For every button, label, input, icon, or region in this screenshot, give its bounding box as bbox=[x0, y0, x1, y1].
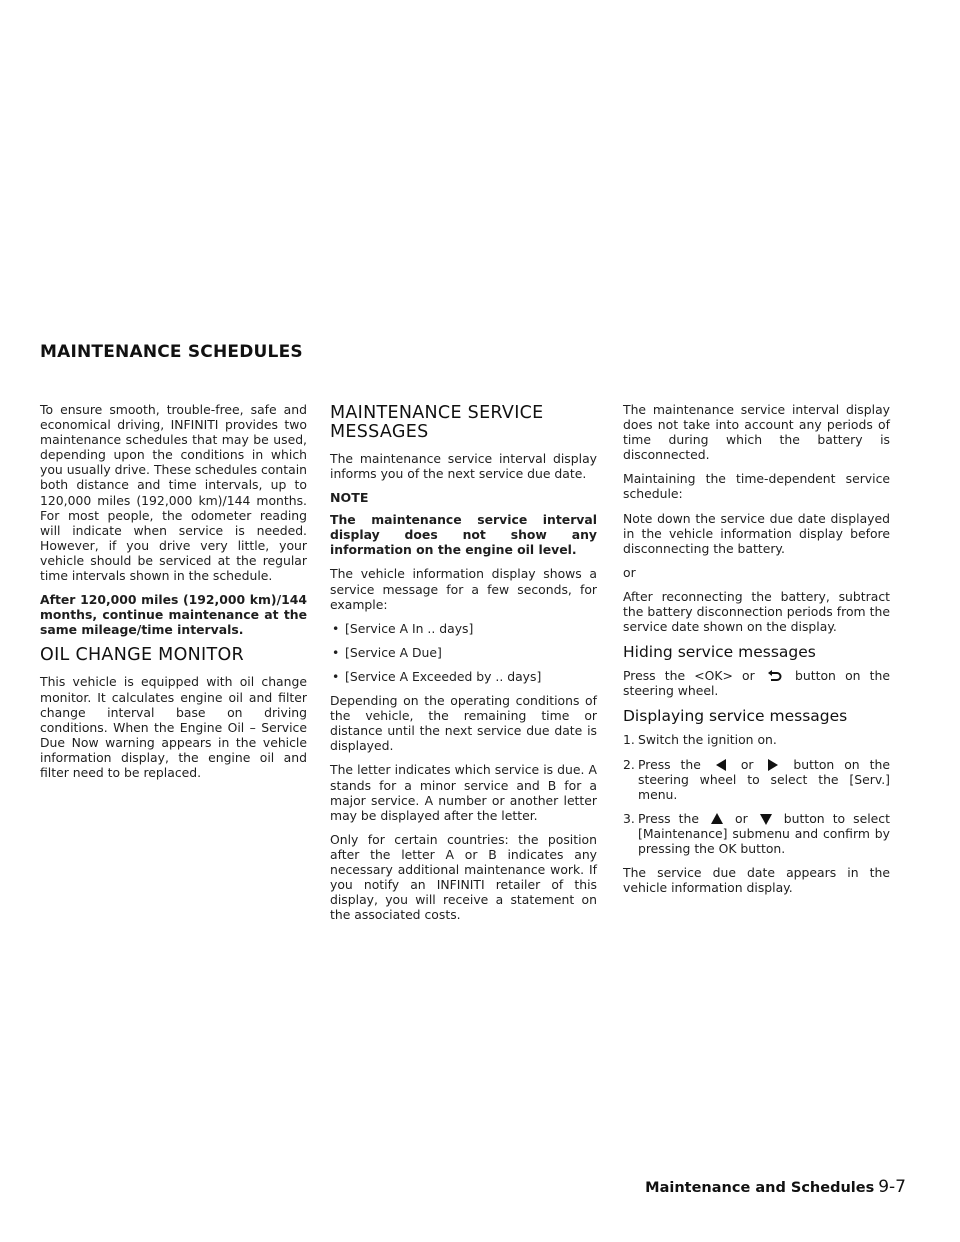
list-item: 3. Press the or button to select [Maintenance] submenu and confirm by pressing the OK button. bbox=[623, 810, 890, 856]
column-left bbox=[40, 402, 307, 789]
oil-change-heading: OIL CHANGE MONITOR bbox=[40, 645, 245, 666]
battery-paragraph: The maintenance service interval display does not take into account any periods of time during which the battery is disconnected. bbox=[623, 402, 890, 463]
list-item: 2. Press the or button on the steering wheel to select the [Serv.] menu. bbox=[623, 756, 890, 802]
note-text: The maintenance service interval display does not show any information on the engine oil level. bbox=[330, 512, 597, 558]
column-right bbox=[623, 402, 890, 904]
closing-paragraph: The service due date appears in the vehicle information display. bbox=[623, 865, 890, 896]
list-item: • [Service A Due] bbox=[332, 644, 442, 660]
hiding-heading: Hiding service messages bbox=[623, 643, 816, 662]
operating-conditions-paragraph: Depending on the operating conditions of the vehicle, the remaining time or distance until the next service due date is displayed. bbox=[330, 693, 597, 754]
left-arrow-icon bbox=[714, 758, 728, 772]
intro-paragraph: To ensure smooth, trouble-free, safe and economical driving, INFINITI provides two maintenance schedules that may be used, depending upon the conditions in which you usually drive. These schedules contain both distance and time intervals, up to 120,000 miles (192,000 km)/144 months. For most people, the odometer reading will indicate when service is needed. However, if you drive very little, your vehicle should be serviced at the regular time intervals shown in the schedule. bbox=[40, 402, 307, 584]
service-intro-paragraph: The maintenance service interval display informs you of the next service due date. bbox=[330, 451, 597, 482]
or-paragraph: or bbox=[623, 564, 636, 580]
service-message-paragraph: The vehicle information display shows a service message for a few seconds, for example: bbox=[330, 566, 597, 612]
displaying-heading: Displaying service messages bbox=[623, 707, 848, 726]
right-arrow-icon bbox=[766, 758, 780, 772]
bullet-mark: • bbox=[332, 620, 340, 636]
column-middle bbox=[330, 402, 597, 931]
service-messages-heading: MAINTENANCE SERVICE MESSAGES bbox=[330, 403, 544, 442]
service-message-list bbox=[330, 621, 597, 684]
bullet-mark: • bbox=[332, 668, 340, 684]
list-item: 1. Switch the ignition on. bbox=[623, 732, 777, 748]
footer-title: Maintenance and Schedules bbox=[645, 1180, 875, 1196]
maintaining-paragraph: Maintaining the time-dependent service schedule: bbox=[623, 471, 890, 502]
down-arrow-icon bbox=[759, 812, 773, 826]
list-item: • [Service A Exceeded by .. days] bbox=[332, 668, 542, 684]
note-label: NOTE bbox=[330, 490, 369, 506]
section-header: MAINTENANCE SCHEDULES bbox=[40, 342, 303, 362]
after-mileage-note: After 120,000 miles (192,000 km)/144 months, continue maintenance at the same mileage/time intervals. bbox=[40, 592, 307, 638]
reconnect-paragraph: After reconnecting the battery, subtract the battery disconnection periods from the service date shown on the display. bbox=[623, 588, 890, 635]
hiding-paragraph: Press the <OK> or button on the steering wheel. bbox=[623, 668, 890, 699]
back-icon bbox=[767, 669, 783, 683]
page-number: 9-7 bbox=[878, 1177, 906, 1197]
display-steps bbox=[623, 732, 890, 856]
up-arrow-icon bbox=[710, 812, 724, 826]
bullet-mark: • bbox=[332, 644, 340, 660]
certain-countries-paragraph: Only for certain countries: the position after the letter A or B indicates any necessary additional maintenance work. If you notify an INFINITI retailer of this display, you will receive a statement on the associated costs. bbox=[330, 831, 597, 923]
list-item: • [Service A In .. days] bbox=[332, 620, 474, 636]
oil-change-paragraph: This vehicle is equipped with oil change monitor. It calculates engine oil and filter change interval base on driving conditions. When the Engine Oil – Service Due Now warning appears in the vehicle information display, the engine oil and filter need to be replaced. bbox=[40, 674, 307, 780]
note-down-paragraph: Note down the service due date displayed in the vehicle information display before disconnecting the battery. bbox=[623, 510, 890, 556]
service-letter-paragraph: The letter indicates which service is due. A stands for a minor service and B for a major service. A number or another letter may be displayed after the letter. bbox=[330, 762, 597, 823]
page-footer bbox=[645, 1177, 906, 1197]
